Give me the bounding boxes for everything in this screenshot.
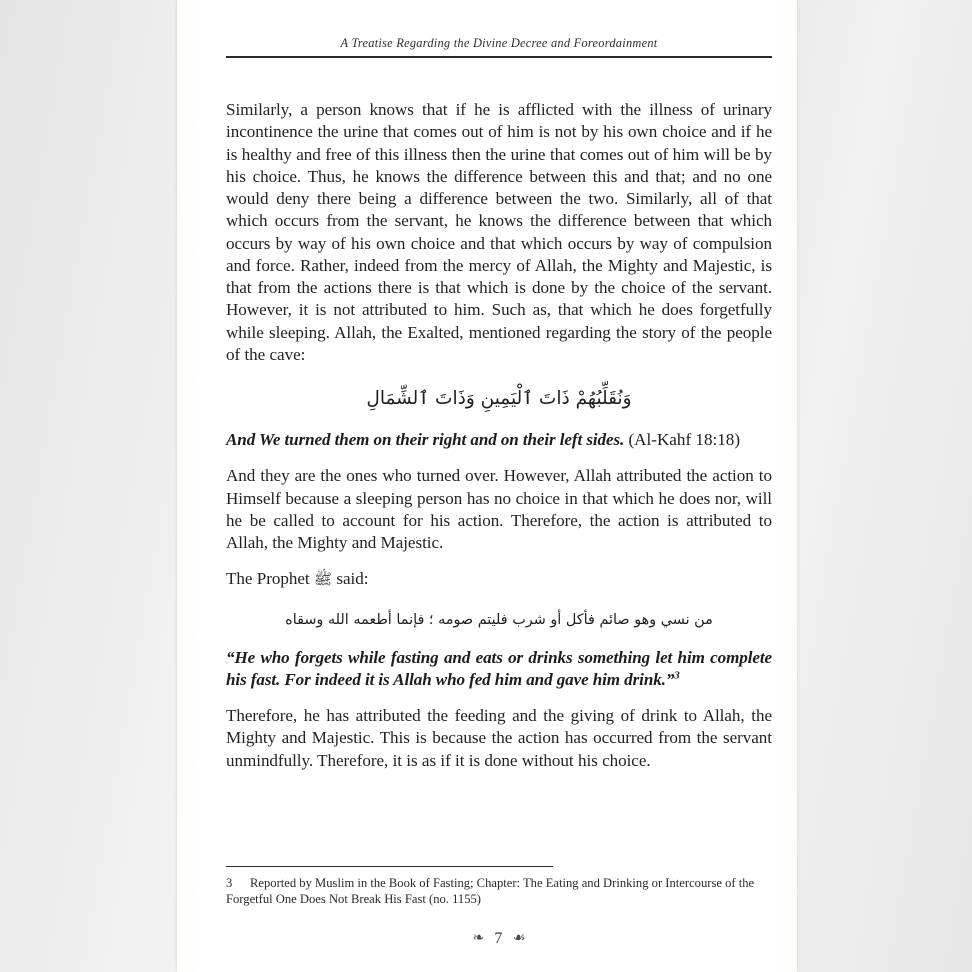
footnote-reference-marker[interactable]: 3 <box>674 669 680 682</box>
running-head-title: A Treatise Regarding the Divine Decree and Foreordainment <box>340 36 658 50</box>
book-page <box>177 0 797 972</box>
salawat-icon: ﷺ <box>313 570 333 589</box>
folio <box>226 930 772 948</box>
quran-translation-text: And We turned them on their right and on their left sides. <box>226 430 625 449</box>
hadith-translation-line <box>226 647 772 692</box>
prophet-said-prefix: The Prophet <box>226 569 314 589</box>
page-text-column <box>226 0 772 972</box>
prophet-said-suffix: said: <box>332 569 369 589</box>
running-head <box>226 36 772 58</box>
footnote-number: 3 <box>226 876 233 890</box>
ornament-left-icon: ❧ <box>472 931 485 946</box>
page-number: 7 <box>494 930 503 947</box>
hadith-arabic: من نسي وهو صائم فأكل أو شرب فليتم صومه ؛ فإنما أطعمه الله وسقاه <box>285 611 713 628</box>
body-paragraph-1: Similarly, a person knows that if he is afflicted with the illness of urinary incontinence the urine that comes out of him is not by his own choice and if he is healthy and free of this illness then the urine that comes out of him will be by his choice. Thus, he knows the difference between this and that; and no one would deny there being a difference between the two. Similarly, all of that which occurs from the servant, he knows the difference between that which occurs by way of his own choice and that which occurs by way of compulsion and force. Rather, indeed from the mercy of Allah, the Mighty and Majestic, is that from the actions there is that which is done by the choice of the servant. However, it is not attributed to him. Such as, that which he does forgetfully while sleeping. Allah, the Exalted, mentioned regarding the story of the people of the cave: <box>226 100 772 364</box>
running-head-rule <box>226 56 772 58</box>
body-paragraph-3: Therefore, he has attributed the feeding and the giving of drink to Allah, the Mighty and Majestic. This is because the action has occurred from the servant unmindfully. Therefore, it is as if it is done without his choice. <box>226 706 772 770</box>
footnote-area <box>226 866 772 908</box>
prophet-said-line <box>226 568 772 590</box>
footnote-entry <box>226 875 772 908</box>
quran-citation: (Al-Kahf 18:18) <box>628 430 741 449</box>
body-paragraph-2: And they are the ones who turned over. However, Allah attributed the action to Himself because a sleeping person has no choice in that which he does nor, will he be called to account for his action. Therefore, the action is attributed to Allah, the Mighty and Majestic. <box>226 466 772 552</box>
quran-verse-arabic: وَنُقَلِّبُهُمْ ذَاتَ ٱلْيَمِينِ وَذَاتَ ٱلشِّمَالِ <box>366 388 632 409</box>
footnote-body-text: Reported by Muslim in the Book of Fasting; Chapter: The Eating and Drinking or Intercourse of the Forgetful One Does Not Break His Fast (no. 1155) <box>226 876 755 907</box>
ornament-right-icon: ☙ <box>512 931 526 946</box>
quran-translation-line <box>226 429 772 451</box>
footnote-separator-rule <box>226 866 553 867</box>
hadith-translation-text: “He who forgets while fasting and eats or drinks something let him complete his fast. For indeed it is Allah who fed him and gave him drink.” <box>226 647 772 689</box>
page-content <box>226 99 772 772</box>
